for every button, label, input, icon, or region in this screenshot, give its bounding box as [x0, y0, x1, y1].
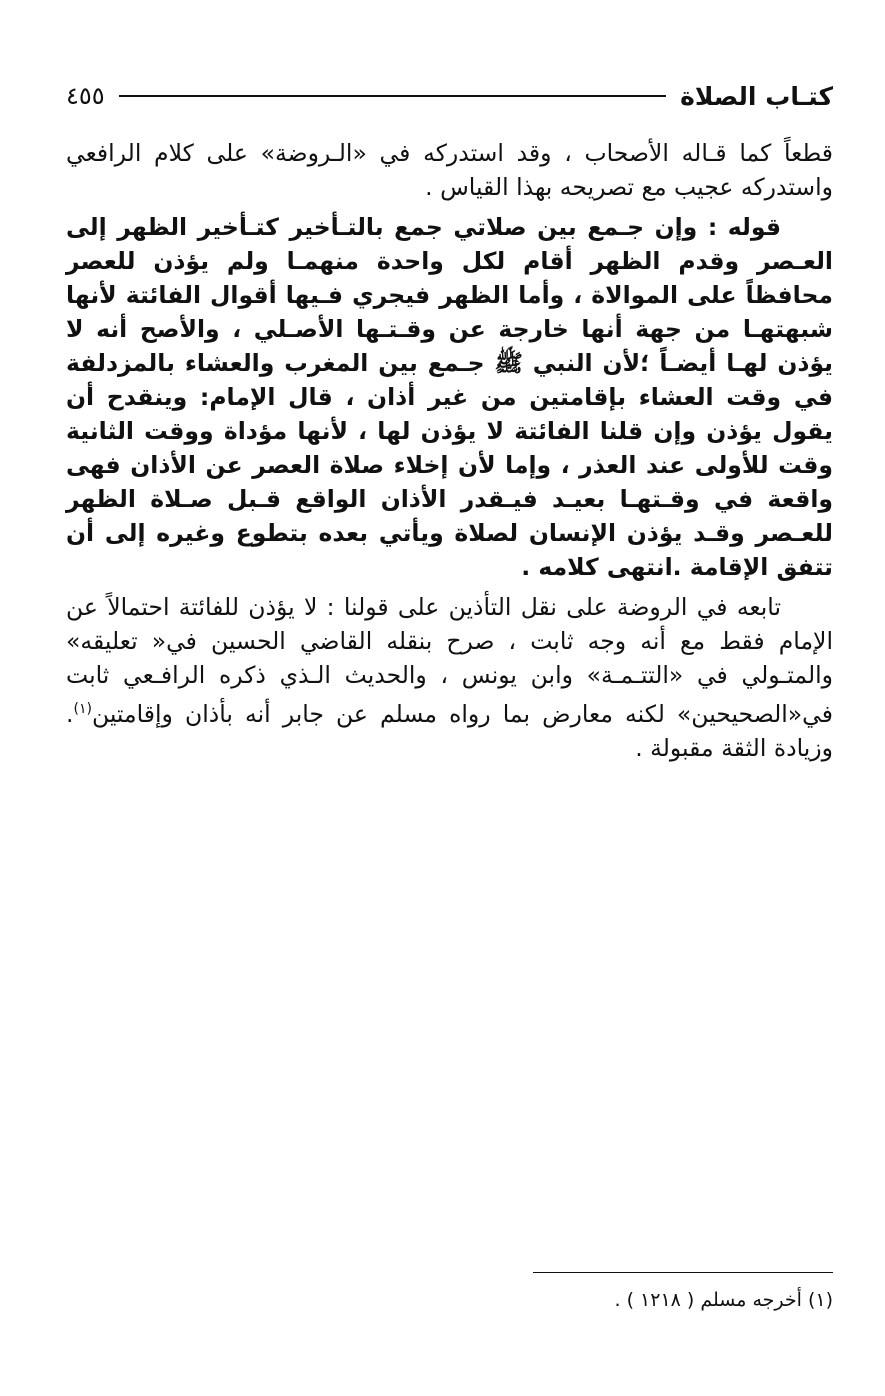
commentary-text-end: . وزيادة الثقة مقبولة .: [66, 699, 833, 762]
paragraph-commentary: [66, 590, 833, 765]
running-header: [66, 74, 833, 118]
footnote-reference[interactable]: (١): [73, 701, 92, 717]
footnote-separator: [533, 1272, 833, 1273]
main-text: [66, 136, 833, 765]
footnote: (١) أخرجه مسلم ( ١٢١٨ ) .: [614, 1289, 833, 1311]
paragraph-intro: قطعاً كما قـاله الأصحاب ، وقد استدركه في «الـروضة» على كلام الرافعي واستدركه عجيب مع تصريحه بهذا القياس .: [66, 139, 833, 201]
commentary-text: تابعه في الروضة على نقل التأذين على قولنا : لا يؤذن للفائتة احتمالاً عن الإمام فقط مع أنه وجه ثابت ، صرح بنقله القاضي الحسين في« تعليقه» والمتـولي في «التتـمـة» وابن يونس ، والحديث الـذي ذكره الرافـعي ثابت في«الصحيحين» لكنه معارض بما رواه مسلم عن جابر أنه بأذان وإقامتين: [66, 593, 833, 728]
header-rule: [119, 95, 666, 97]
paragraph-quote: قوله : وإن جـمع بين صلاتي جمع بالتـأخير كتـأخير الظهر إلى العـصر وقدم الظهر أقام لكل واحدة منهمـا ولم يؤذن للعصر محافظاً على الموالاة ، وأما الظهر فيجري فـيها أقوال الفائتة لأنها شبهتهـا من جهة أنها خارجة عن وقـتـها الأصـلي ، والأصح أنه لا يؤذن لهـا أيضـاً ؛لأن النبي ﷺ جـمع بين المغرب والعشاء بالمزدلفة في وقت العشاء بإقامتين من غير أذان ، قال الإمام: وينقدح أن يقول يؤذن وإن قلنا الفائتة لا يؤذن لها ، لأنها مؤداة ووقت الثانية وقت للأولى عند العذر ، وإما لأن إخلاء صلاة العصر عن الأذان فهى واقعة في وقـتهـا بعيـد فيـقدر الأذان الواقع قـبل صـلاة الظهر للعـصر وقـد يؤذن الإنسان لصلاة ويأتي بعده بتطوع وغيره إلى أن تتفق الإقامة .انتهى كلامه .: [66, 213, 833, 581]
page-number: ٤٥٥: [66, 82, 105, 110]
chapter-title: كتـاب الصلاة: [680, 81, 833, 111]
